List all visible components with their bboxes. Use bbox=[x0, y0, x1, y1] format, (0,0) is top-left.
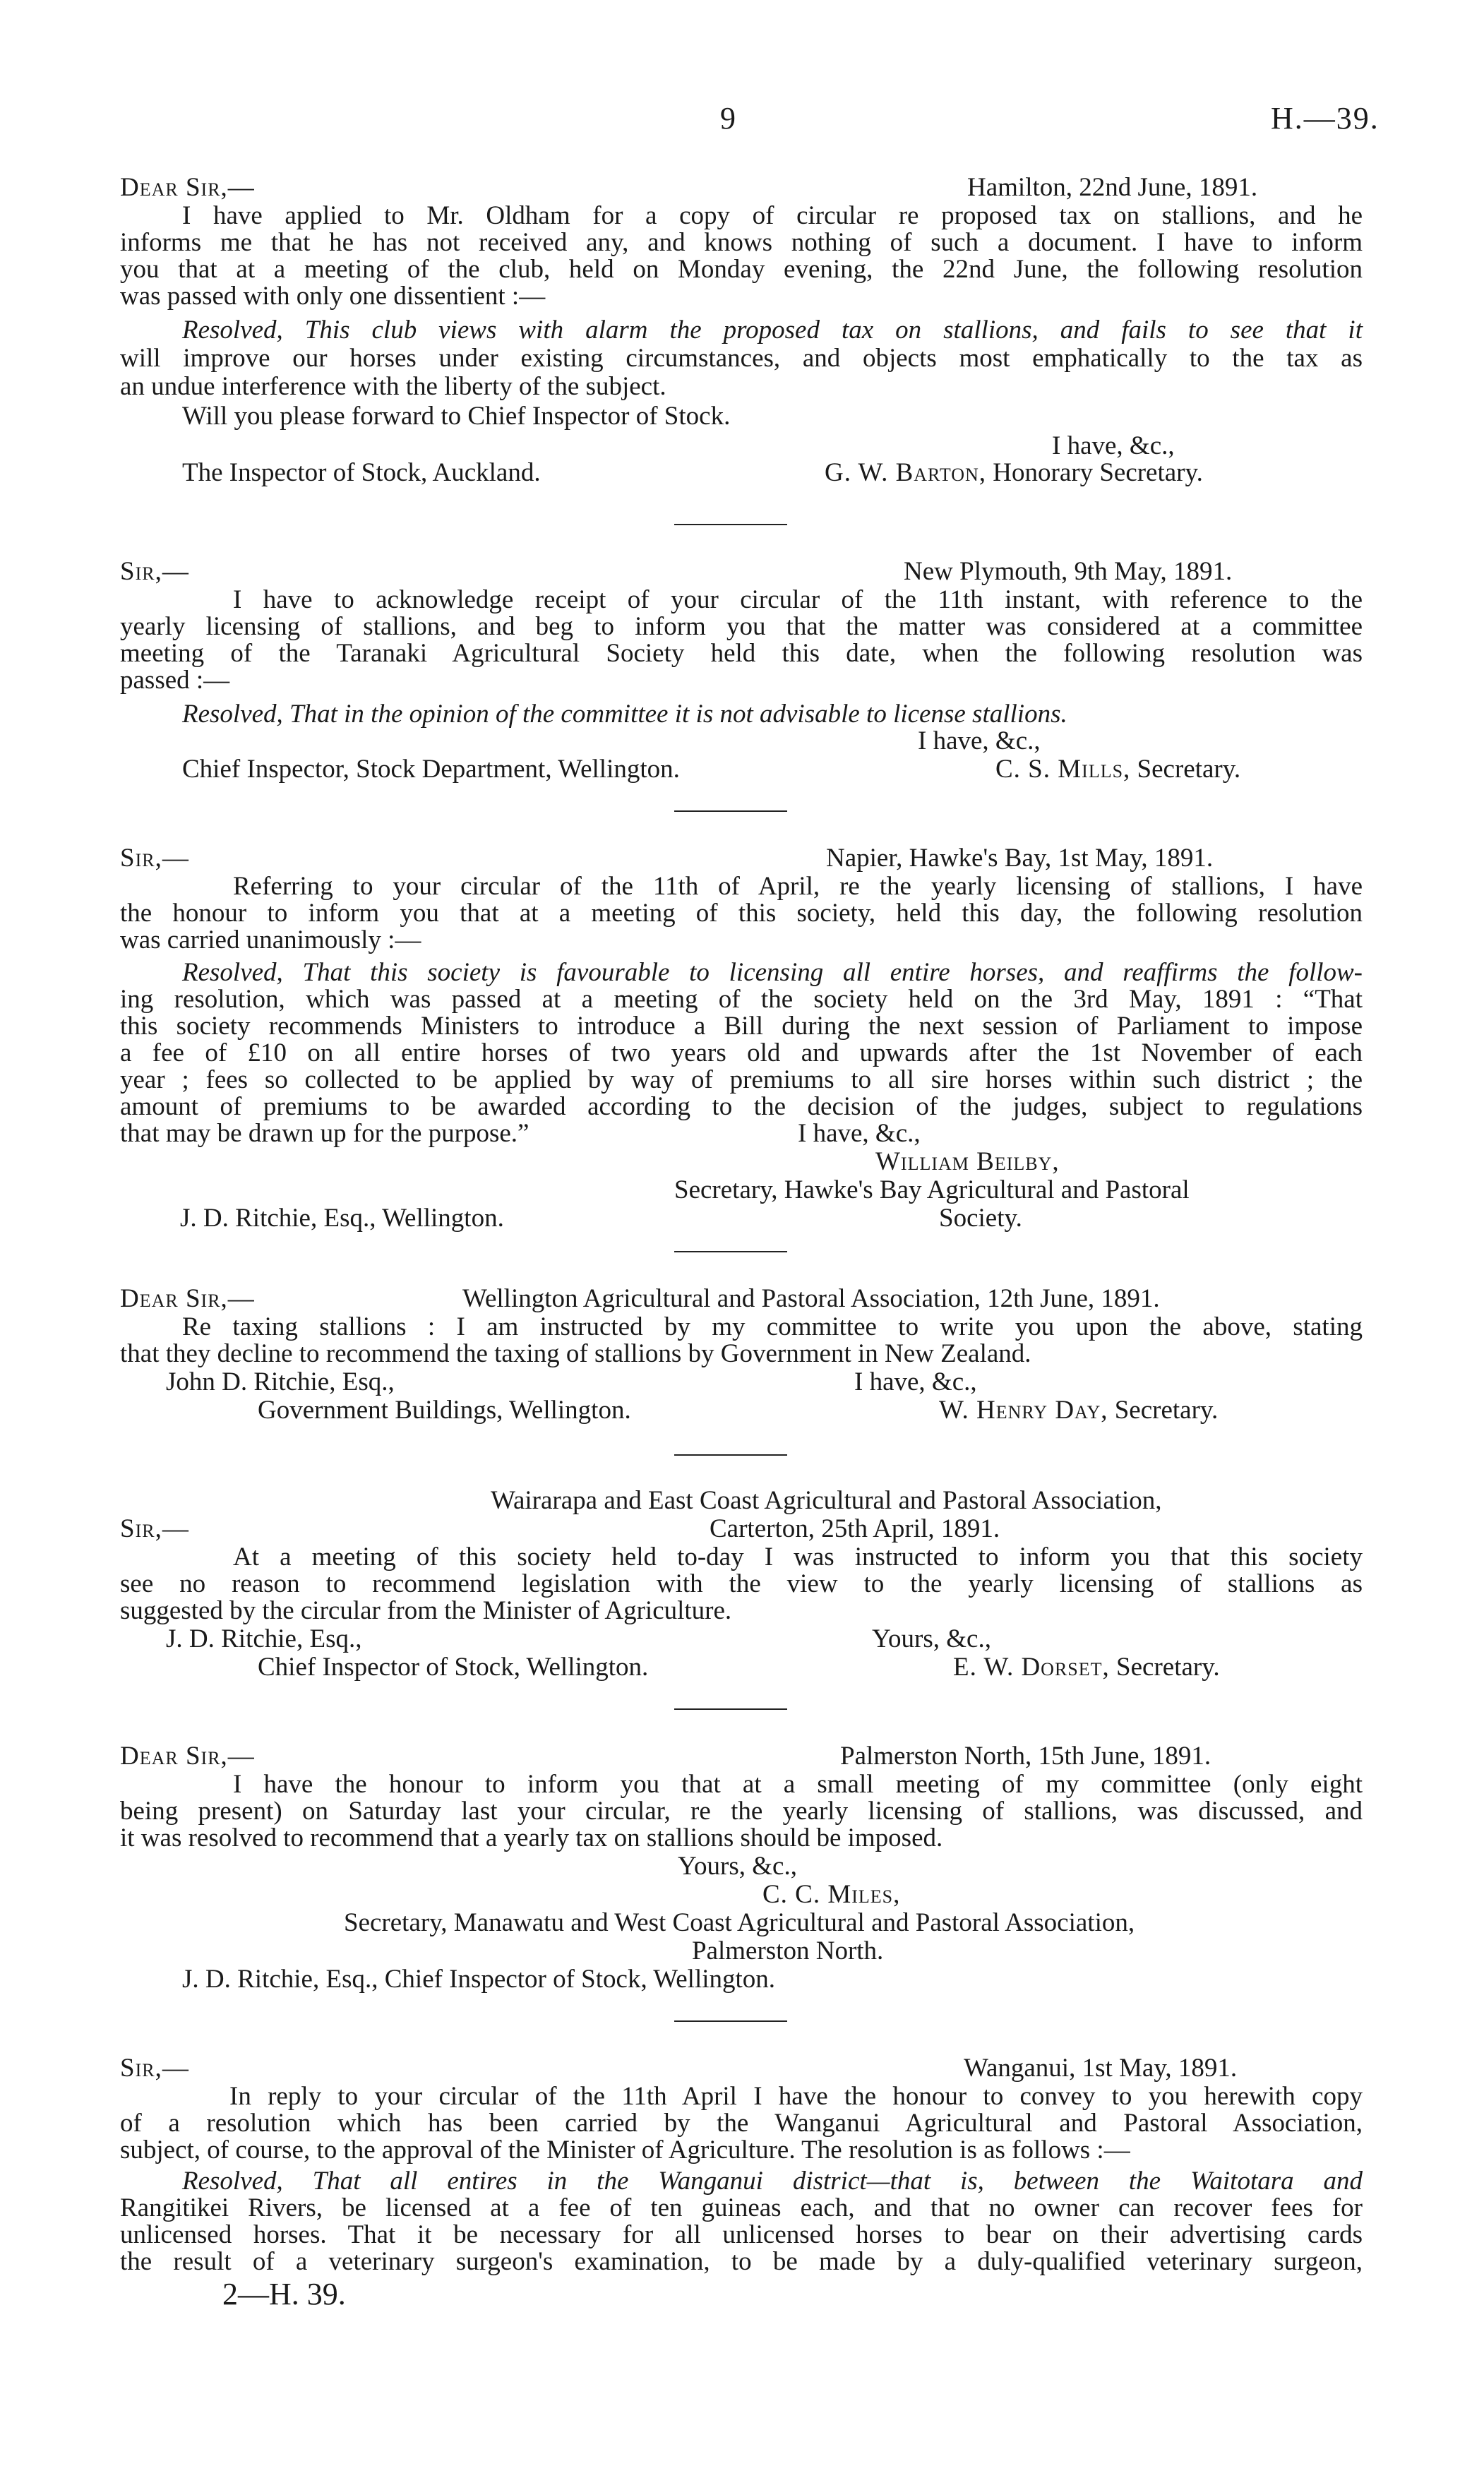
salutation: Dear Sir,— bbox=[120, 173, 255, 202]
place-date: Wanganui, 1st May, 1891. bbox=[964, 2054, 1238, 2083]
separator-rule bbox=[674, 2020, 787, 2022]
resolution-line: Resolved, That in the opinion of the committee it is not advisable to license stallions. bbox=[182, 700, 1067, 729]
resolution-line: the result of a veterinary surgeon's examination, to be made by a duly-qualified veterinary surgeon, bbox=[120, 2247, 1363, 2276]
signature-title: Honorary Secretary. bbox=[993, 458, 1203, 487]
body-line: yearly licensing of stallions, and beg to inform you that the matter was considered at a committee bbox=[120, 612, 1363, 641]
salutation: Sir,— bbox=[120, 557, 189, 586]
body-line: of a resolution which has been carried by the Wanganui Agricultural and Pastoral Association, bbox=[120, 2109, 1363, 2138]
signature-title: Secretary. bbox=[1116, 1653, 1220, 1682]
signature-mark: 2—H. 39. bbox=[222, 2277, 346, 2311]
body-line: Referring to your circular of the 11th of April, re the yearly licensing of stallions, I have bbox=[233, 872, 1363, 901]
resolution-line: Resolved, This club views with alarm the proposed tax on stallions, and fails to see that it bbox=[182, 316, 1363, 345]
addressee: J. D. Ritchie, Esq., bbox=[166, 1624, 362, 1653]
signature-name: W. Henry Day, bbox=[939, 1396, 1108, 1425]
body-line: At a meeting of this society held to-day I was instructed to inform you that this society bbox=[233, 1543, 1363, 1571]
separator-rule bbox=[674, 1454, 787, 1456]
addressee: J. D. Ritchie, Esq., Wellington. bbox=[180, 1204, 504, 1233]
place-date: Carterton, 25th April, 1891. bbox=[710, 1514, 1000, 1543]
organisation-line: Wairarapa and East Coast Agricultural and Pastoral Association, bbox=[491, 1486, 1162, 1515]
body-line: Will you please forward to Chief Inspector of Stock. bbox=[182, 402, 731, 431]
signature bbox=[825, 459, 1203, 487]
addressee: Government Buildings, Wellington. bbox=[258, 1396, 631, 1425]
separator-rule bbox=[674, 1708, 787, 1710]
body-line: subject, of course, to the approval of the Minister of Agriculture. The resolution is as follows :— bbox=[120, 2136, 1130, 2164]
body-line: see no reason to recommend legislation with the view to the yearly licensing of stallions as bbox=[120, 1569, 1363, 1598]
signature-name: E. W. Dorset, bbox=[953, 1653, 1110, 1682]
separator-rule bbox=[674, 1251, 787, 1252]
closing: I have, &c., bbox=[798, 1119, 921, 1148]
place-date: Napier, Hawke's Bay, 1st May, 1891. bbox=[826, 844, 1214, 873]
separator-rule bbox=[674, 524, 787, 525]
place-date: Hamilton, 22nd June, 1891. bbox=[967, 173, 1258, 202]
signature-name: G. W. Barton, bbox=[825, 458, 987, 487]
signature-title: Palmerston North. bbox=[692, 1936, 884, 1965]
body-line: was passed with only one dissentient :— bbox=[120, 282, 546, 311]
salutation: Dear Sir,— bbox=[120, 1284, 255, 1313]
resolution-line: unlicensed horses. That it be necessary for all unlicensed horses to bear on their advertising cards bbox=[120, 2220, 1363, 2249]
place-date: Wellington Agricultural and Pastoral Association, 12th June, 1891. bbox=[462, 1284, 1160, 1313]
resolution-line: this society recommends Ministers to introduce a Bill during the next session of Parliament to impose bbox=[120, 1012, 1363, 1041]
body-line: you that at a meeting of the club, held on Monday evening, the 22nd June, the following resolution bbox=[120, 255, 1363, 284]
body-line: informs me that he has not received any, and knows nothing of such a document. I have to inform bbox=[120, 228, 1363, 257]
signature bbox=[939, 1396, 1218, 1425]
resolution-line: Resolved, That this society is favourable to licensing all entire horses, and reaffirms the follow- bbox=[182, 958, 1363, 987]
body-line: being present) on Saturday last your circular, re the yearly licensing of stallions, was discussed, and bbox=[120, 1797, 1363, 1826]
body-line: it was resolved to recommend that a yearly tax on stallions should be imposed. bbox=[120, 1824, 943, 1852]
separator-rule bbox=[674, 810, 787, 812]
signature-name: William Beilby, bbox=[875, 1147, 1060, 1176]
resolution-line: ing resolution, which was passed at a meeting of the society held on the 3rd May, 1891 : “That bbox=[120, 985, 1363, 1014]
body-line: Re taxing stallions : I am instructed by my committee to write you upon the above, stating bbox=[182, 1312, 1363, 1341]
body-line: I have the honour to inform you that at a small meeting of my committee (only eight bbox=[233, 1770, 1363, 1799]
resolution-line: Resolved, That all entires in the Wanganui district—that is, between the Waitotara and bbox=[182, 2167, 1363, 2196]
signature-title: Secretary, Hawke's Bay Agricultural and Pastoral bbox=[674, 1175, 1190, 1204]
signature-title: Society. bbox=[939, 1204, 1022, 1233]
body-line: I have to acknowledge receipt of your circular of the 11th instant, with reference to the bbox=[233, 585, 1363, 614]
resolution-line: amount of premiums to be awarded according to the decision of the judges, subject to regulations bbox=[120, 1092, 1363, 1121]
closing: I have, &c., bbox=[1052, 431, 1175, 460]
place-date: Palmerston North, 15th June, 1891. bbox=[840, 1742, 1211, 1771]
body-line: I have applied to Mr. Oldham for a copy of circular re proposed tax on stallions, and he bbox=[182, 201, 1363, 230]
resolution-line: that may be drawn up for the purpose.” bbox=[120, 1119, 529, 1148]
closing: Yours, &c., bbox=[872, 1624, 991, 1653]
closing: I have, &c., bbox=[918, 726, 1041, 755]
resolution-line: Rangitikei Rivers, be licensed at a fee of ten guineas each, and that no owner can recover fees for bbox=[120, 2193, 1363, 2222]
addressee: Chief Inspector, Stock Department, Wellington. bbox=[182, 755, 680, 784]
body-line: suggested by the circular from the Minister of Agriculture. bbox=[120, 1596, 732, 1625]
doc-ref: H.—39. bbox=[1271, 101, 1380, 136]
body-line: meeting of the Taranaki Agricultural Society held this date, when the following resolution was bbox=[120, 639, 1363, 668]
salutation: Sir,— bbox=[120, 1514, 189, 1543]
signature-title: Secretary, Manawatu and West Coast Agricultural and Pastoral Association, bbox=[344, 1908, 1135, 1937]
body-line: the honour to inform you that at a meeting of this society, held this day, the following resolution bbox=[120, 899, 1363, 928]
resolution-line: year ; fees so collected to be applied by way of premiums to all sire horses within such district ; the bbox=[120, 1065, 1363, 1094]
salutation: Sir,— bbox=[120, 2054, 189, 2083]
closing: Yours, &c., bbox=[678, 1852, 797, 1881]
body-line: In reply to your circular of the 11th April I have the honour to convey to you herewith copy bbox=[229, 2082, 1363, 2111]
page-number: 9 bbox=[720, 101, 736, 136]
addressee: J. D. Ritchie, Esq., Chief Inspector of Stock, Wellington. bbox=[182, 1965, 776, 1994]
addressee: John D. Ritchie, Esq., bbox=[166, 1367, 395, 1396]
closing: I have, &c., bbox=[854, 1367, 977, 1396]
addressee: Chief Inspector of Stock, Wellington. bbox=[258, 1653, 649, 1682]
resolution-line: will improve our horses under existing circumstances, and objects most emphatically to the tax as bbox=[120, 344, 1363, 373]
addressee: The Inspector of Stock, Auckland. bbox=[182, 458, 541, 487]
salutation: Sir,— bbox=[120, 844, 189, 873]
signature bbox=[995, 755, 1240, 784]
signature bbox=[953, 1653, 1220, 1682]
resolution-line: a fee of £10 on all entire horses of two years old and upwards after the 1st November of each bbox=[120, 1038, 1363, 1067]
signature-name: C. S. Mills, bbox=[995, 755, 1131, 784]
salutation: Dear Sir,— bbox=[120, 1742, 255, 1771]
signature-name: C. C. Miles, bbox=[762, 1880, 901, 1909]
body-line: passed :— bbox=[120, 666, 230, 695]
body-line: that they decline to recommend the taxing of stallions by Government in New Zealand. bbox=[120, 1339, 1031, 1368]
body-line: was carried unanimously :— bbox=[120, 926, 421, 954]
signature-title: Secretary. bbox=[1137, 755, 1241, 784]
resolution-line: an undue interference with the liberty of the subject. bbox=[120, 372, 666, 401]
place-date: New Plymouth, 9th May, 1891. bbox=[904, 557, 1233, 586]
signature-title: Secretary. bbox=[1114, 1396, 1219, 1425]
